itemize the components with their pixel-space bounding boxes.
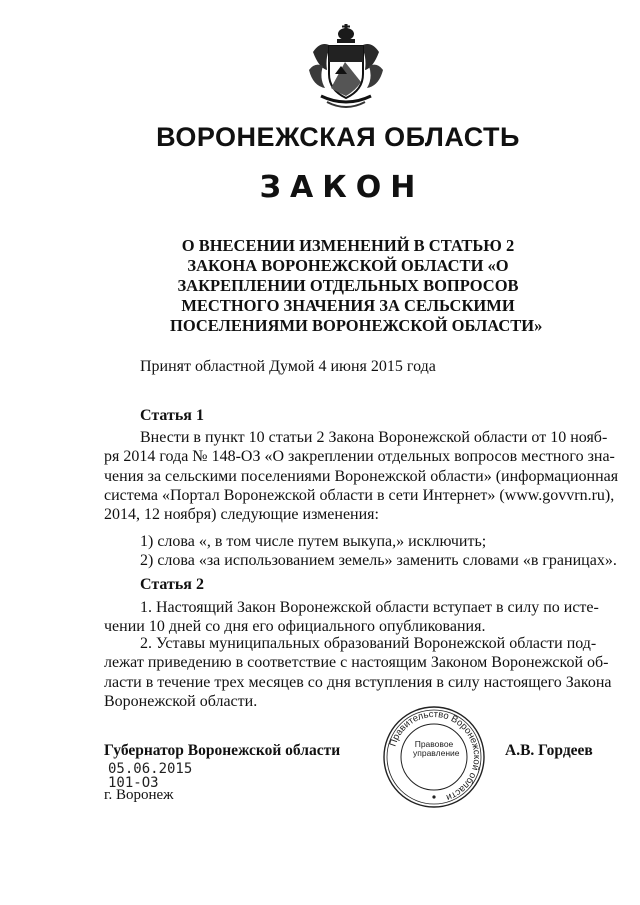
document-type: ЗАКОН <box>259 170 425 205</box>
document-date: 05.06.2015 <box>108 761 193 777</box>
text-line: чения за сельскими поселениями Воронежской области» (информационная <box>104 467 619 485</box>
text-line: чении 10 дней со дня его официального опубликования. <box>104 618 486 636</box>
city: г. Воронеж <box>104 787 174 803</box>
law-title-line: О ВНЕСЕНИИ ИЗМЕНЕНИЙ В СТАТЬЮ 2 <box>181 236 515 255</box>
text-line: 2014, 12 ноября) следующие изменения: <box>104 506 379 524</box>
document-number: 101-ОЗ <box>108 775 159 791</box>
seal-center-line: Правовое <box>414 739 454 749</box>
signer-name: А.В. Гордеев <box>505 742 593 759</box>
text-line: 1. Настоящий Закон Воронежской области вступает в силу по исте- <box>140 599 599 616</box>
text-line: ласти в течение трех месяцев со дня вступления в силу настоящего Закона <box>104 673 612 691</box>
seal-center-line: управление <box>413 748 460 758</box>
law-title-line: МЕСТНОГО ЗНАЧЕНИЯ ЗА СЕЛЬСКИМИ <box>181 296 515 315</box>
law-title-line: ЗАКОНА ВОРОНЕЖСКОЙ ОБЛАСТИ «О <box>187 256 509 275</box>
text-line: система «Портал Воронежской области в сети Интернет» (www.govvrn.ru), <box>104 486 615 504</box>
region-title: ВОРОНЕЖСКАЯ ОБЛАСТЬ <box>156 122 520 152</box>
law-title <box>170 236 543 336</box>
article-2-paragraph-2 <box>104 634 612 711</box>
signer-title: Губернатор Воронежской области <box>104 742 341 759</box>
article-2-heading: Статья 2 <box>140 576 204 593</box>
text-line: Внести в пункт 10 статьи 2 Закона Воронежской области от 10 нояб- <box>140 429 608 446</box>
seal-center-text <box>413 739 460 758</box>
coat-of-arms-icon <box>301 22 391 112</box>
law-title-line: ПОСЕЛЕНИЯМИ ВОРОНЕЖСКОЙ ОБЛАСТИ» <box>170 316 543 335</box>
text-line: Воронежской области. <box>104 692 258 710</box>
article-1-heading: Статья 1 <box>140 407 204 424</box>
article-1-item-2: 2) слова «за использованием земель» заменить словами «в границах». <box>140 552 617 569</box>
law-title-line: ЗАКРЕПЛЕНИИ ОТДЕЛЬНЫХ ВОПРОСОВ <box>177 276 519 295</box>
adoption-note: Принят областной Думой 4 июня 2015 года <box>140 358 436 375</box>
text-line: ря 2014 года № 148-ОЗ «О закреплении отдельных вопросов местного зна- <box>104 448 615 466</box>
text-line: лежат приведению в соответствие с настоящим Законом Воронежской об- <box>104 654 609 672</box>
article-1-item-1: 1) слова «, в том числе путем выкупа,» исключить; <box>140 533 487 550</box>
text-line: 2. Уставы муниципальных образований Воронежской области под- <box>140 635 597 652</box>
seal-ring-text: Правительство Воронежской области <box>387 708 483 803</box>
article-2-paragraph-1 <box>104 598 599 637</box>
article-1-text <box>104 428 619 524</box>
